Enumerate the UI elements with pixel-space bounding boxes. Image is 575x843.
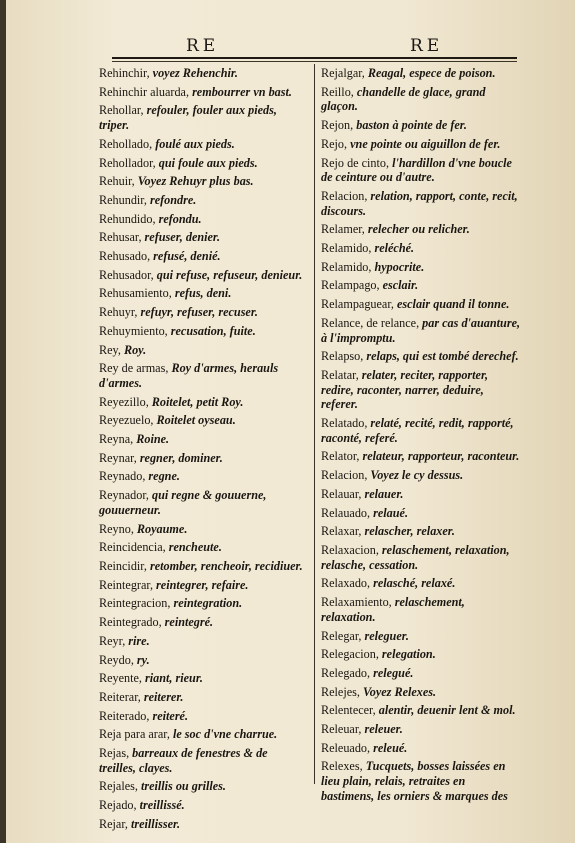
dictionary-entry: [99, 268, 307, 283]
definition: releguer.: [364, 628, 409, 643]
definition: chandelle de glace, grand glaçon.: [321, 84, 486, 114]
definition: relasché, relaxé.: [373, 576, 456, 591]
dictionary-entry: [321, 156, 521, 185]
headword: Reydo,: [99, 652, 134, 667]
headword: Rejas,: [99, 746, 130, 761]
definition: relaschement, relaxation.: [321, 595, 465, 624]
headword: Reiterado,: [99, 708, 150, 723]
headword: Reja para arar,: [99, 727, 170, 742]
dictionary-entry: [99, 559, 307, 574]
definition: Roitelet, petit Roy.: [151, 394, 244, 409]
definition: treillis ou grilles.: [140, 779, 226, 794]
dictionary-entry: [321, 666, 521, 681]
headword: Relamido,: [321, 259, 372, 274]
dictionary-entry: [99, 469, 307, 484]
headword: Rehuyr,: [99, 305, 138, 320]
dictionary-entry: [321, 66, 521, 81]
definition: Roitelet oyseau.: [156, 413, 236, 428]
dictionary-entry: [321, 468, 521, 483]
definition: Reagal, espece de poison.: [367, 66, 496, 80]
dictionary-entry: [99, 451, 307, 466]
headword: Relegado,: [321, 665, 371, 680]
dictionary-entry: [321, 647, 521, 662]
headword: Rejo,: [321, 136, 348, 151]
headword: Relegar,: [321, 628, 362, 643]
dictionary-entry: [99, 212, 307, 227]
definition: Voyez le cy dessus.: [370, 468, 464, 483]
dictionary-entry: [99, 690, 307, 705]
book-spine-edge: [0, 0, 6, 843]
definition: par cas d'auanture, à l'impromptu.: [321, 315, 521, 345]
header-rule-thin: [112, 61, 517, 62]
dictionary-entry: [99, 103, 307, 132]
dictionary-entry: [321, 278, 521, 293]
headword: Rehuymiento,: [99, 323, 168, 338]
dictionary-entry: [321, 703, 521, 718]
dictionary-entry: [321, 316, 521, 345]
dictionary-entry: [321, 543, 521, 572]
header-rule: [112, 57, 517, 59]
headword: Rejado,: [99, 798, 137, 813]
headword: Rehuir,: [99, 174, 135, 189]
definition: refusé, denié.: [153, 249, 221, 264]
headword: Reincidencia,: [99, 540, 166, 555]
dictionary-entry: [321, 629, 521, 644]
dictionary-entry: [99, 230, 307, 245]
headword: Releuado,: [321, 740, 371, 755]
definition: foulé aux pieds.: [155, 136, 235, 151]
dictionary-entry: [99, 634, 307, 649]
headword: Rehollar,: [99, 103, 144, 118]
headword: Relatar,: [321, 367, 359, 382]
dictionary-entry: [99, 361, 307, 390]
definition: treillissé.: [139, 798, 185, 813]
headword: Relentecer,: [321, 703, 376, 718]
definition: qui regne & gouuerne, gouuerneur.: [99, 488, 267, 517]
definition: Roy.: [123, 342, 147, 357]
definition: rencheute.: [168, 540, 222, 555]
running-header: [110, 36, 525, 58]
definition: refuyr, refuser, recuser.: [140, 305, 258, 320]
dictionary-entry: [99, 305, 307, 320]
dictionary-entry: [99, 324, 307, 339]
headword: Relamer,: [321, 222, 365, 237]
dictionary-entry: [99, 156, 307, 171]
headword: Rey,: [99, 342, 121, 357]
definition: relateur, rapporteur, raconteur.: [362, 449, 520, 464]
dictionary-entry: [321, 487, 521, 502]
right-column: [321, 66, 521, 808]
dictionary-entry: [99, 578, 307, 593]
definition: relaschement, relaxation, relasche, cessation.: [321, 542, 510, 572]
definition: Voyez Rehuyr plus bas.: [137, 174, 254, 189]
definition: recusation, fuite.: [170, 323, 256, 338]
dictionary-entry: [321, 685, 521, 700]
definition: relaté, recité, redit, rapporté, raconté, referé.: [321, 416, 514, 445]
dictionary-entry: [99, 66, 307, 81]
headword: Relapso,: [321, 349, 364, 364]
header-left: RE: [186, 36, 220, 56]
definition: esclair quand il tonne.: [397, 297, 510, 312]
definition: treillisser.: [131, 816, 181, 831]
headword: Relacion,: [321, 468, 368, 483]
headword: Rehollado,: [99, 136, 153, 151]
dictionary-entry: [99, 413, 307, 428]
dictionary-entry: [99, 522, 307, 537]
dictionary-entry: [99, 193, 307, 208]
headword: Relaxar,: [321, 524, 362, 539]
headword: Releuar,: [321, 722, 362, 737]
definition: rire.: [128, 633, 150, 648]
dictionary-entry: [99, 817, 307, 832]
definition: qui foule aux pieds.: [158, 155, 258, 170]
header-right: RE: [410, 36, 444, 56]
dictionary-entry: [99, 596, 307, 611]
dictionary-entry: [99, 85, 307, 100]
headword: Rehollador,: [99, 155, 156, 170]
dictionary-entry: [99, 798, 307, 813]
definition: releuer.: [364, 722, 403, 737]
headword: Relacion,: [321, 188, 368, 203]
dictionary-entry: [99, 540, 307, 555]
dictionary-entry: [321, 368, 521, 412]
dictionary-entry: [321, 85, 521, 114]
headword: Relaxamiento,: [321, 595, 392, 610]
definition: regner, dominer.: [139, 450, 223, 465]
definition: le soc d'vne charrue.: [172, 727, 278, 742]
headword: Relexes,: [321, 759, 363, 774]
headword: Reyezillo,: [99, 394, 149, 409]
definition: Roy d'armes, herauls d'armes.: [99, 361, 279, 390]
headword: Reintegracion,: [99, 596, 171, 611]
dictionary-entry: [99, 395, 307, 410]
dictionary-entry: [321, 741, 521, 756]
definition: baston à pointe de fer.: [356, 118, 467, 133]
dictionary-entry: [321, 189, 521, 218]
dictionary-entry: [99, 249, 307, 264]
headword: Rehusar,: [99, 230, 142, 245]
dictionary-entry: [321, 241, 521, 256]
dictionary-entry: [321, 297, 521, 312]
headword: Relaxado,: [321, 576, 371, 591]
headword: Rejalgar,: [321, 66, 365, 80]
dictionary-entry: [99, 286, 307, 301]
definition: refus, deni.: [174, 286, 232, 301]
definition: regne.: [148, 469, 180, 484]
headword: Rejar,: [99, 816, 128, 831]
definition: reléché.: [374, 241, 415, 256]
definition: reiterer.: [143, 689, 184, 704]
definition: Voyez Relexes.: [362, 684, 437, 699]
dictionary-entry: [99, 746, 307, 775]
dictionary-entry: [321, 576, 521, 591]
definition: Roine.: [136, 432, 170, 447]
definition: relation, rapport, conte, recit, discours.: [321, 188, 518, 218]
definition: relauer.: [364, 486, 404, 501]
headword: Reyente,: [99, 671, 142, 686]
dictionary-entry: [321, 260, 521, 275]
definition: vne pointe ou aiguillon de fer.: [350, 136, 501, 151]
headword: Relauado,: [321, 505, 371, 520]
definition: retomber, rencheoir, recidiuer.: [149, 558, 303, 573]
dictionary-entry: [321, 349, 521, 364]
dictionary-entry: [99, 488, 307, 517]
headword: Reyna,: [99, 432, 134, 447]
dictionary-entry: [321, 506, 521, 521]
headword: Rejales,: [99, 779, 138, 794]
definition: relater, reciter, rapporter, redire, raconter, narrer, deduire, referer.: [321, 367, 489, 412]
dictionary-entry: [99, 137, 307, 152]
definition: releué.: [373, 740, 408, 755]
definition: esclair.: [382, 278, 419, 293]
headword: Reiterar,: [99, 689, 141, 704]
dictionary-entry: [321, 595, 521, 624]
headword: Rehundido,: [99, 211, 156, 226]
headword: Rehundir,: [99, 192, 147, 207]
headword: Relaxacion,: [321, 542, 379, 557]
dictionary-entry: [99, 671, 307, 686]
dictionary-entry: [321, 118, 521, 133]
headword: Relampago,: [321, 278, 380, 293]
definition: relaué.: [373, 505, 408, 520]
dictionary-entry: [321, 137, 521, 152]
headword: Rehinchir aluarda,: [99, 84, 190, 99]
headword: Reyno,: [99, 521, 134, 536]
headword: Relatado,: [321, 416, 368, 431]
headword: Relegacion,: [321, 647, 379, 662]
definition: reiteré.: [152, 708, 189, 723]
definition: reintegration.: [173, 596, 243, 611]
dictionary-entry: [99, 343, 307, 358]
headword: Reintegrado,: [99, 615, 162, 630]
dictionary-entry: [99, 174, 307, 189]
definition: alentir, deuenir lent & mol.: [378, 703, 516, 718]
dictionary-entry: [99, 727, 307, 742]
headword: Rehusamiento,: [99, 286, 172, 301]
headword: Reyezuelo,: [99, 413, 154, 428]
definition: refondu.: [158, 211, 202, 226]
headword: Rejo de cinto,: [321, 155, 390, 170]
headword: Rehinchir,: [99, 66, 150, 80]
dictionary-entry: [321, 222, 521, 237]
definition: relaps, qui est tombé derechef.: [366, 349, 519, 364]
headword: Reintegrar,: [99, 577, 153, 592]
dictionary-entry: [321, 722, 521, 737]
headword: Reincidir,: [99, 558, 147, 573]
headword: Rejon,: [321, 118, 354, 133]
headword: Reynar,: [99, 450, 137, 465]
definition: refouler, fouler aux pieds, triper.: [99, 103, 277, 133]
headword: Relauar,: [321, 486, 362, 501]
headword: Relator,: [321, 449, 360, 464]
definition: refuser, denier.: [144, 230, 221, 245]
definition: relascher, relaxer.: [364, 524, 455, 539]
definition: barreaux de fenestres & de treilles, clayes.: [99, 746, 268, 775]
definition: reintegré.: [164, 615, 214, 630]
headword: Rehusador,: [99, 267, 154, 282]
headword: Relampaguear,: [321, 297, 394, 312]
definition: relecher ou relicher.: [367, 222, 470, 237]
definition: l'hardillon d'vne boucle de ceinture ou d'autre.: [321, 155, 512, 185]
dictionary-entry: [99, 779, 307, 794]
headword: Reyr,: [99, 633, 126, 648]
dictionary-entry: [99, 653, 307, 668]
left-column: [99, 66, 307, 836]
headword: Relamido,: [321, 241, 372, 256]
definition: relegué.: [373, 665, 414, 680]
definition: Royaume.: [136, 521, 188, 536]
definition: qui refuse, refuseur, denieur.: [156, 267, 303, 282]
dictionary-entry: [321, 416, 521, 445]
column-divider: [314, 64, 315, 784]
headword: Rehusado,: [99, 249, 151, 264]
definition: riant, rieur.: [145, 671, 203, 686]
definition: rembourrer vn bast.: [192, 84, 292, 99]
dictionary-entry: [321, 449, 521, 464]
definition: hypocrite.: [374, 259, 425, 274]
definition: relegation.: [381, 647, 436, 662]
definition: Tucquets, bosses laissées en lieu plain, relais, retraites en bastimens, les orniers & marques des: [321, 759, 508, 803]
definition: refondre.: [149, 192, 197, 207]
headword: Rey de armas,: [99, 361, 169, 376]
dictionary-entry: [99, 709, 307, 724]
headword: Reillo,: [321, 84, 354, 99]
definition: ry.: [136, 652, 150, 667]
dictionary-entry: [99, 615, 307, 630]
headword: Relance, de relance,: [321, 315, 420, 330]
dictionary-entry: [321, 759, 521, 803]
dictionary-entry: [99, 432, 307, 447]
headword: Reynado,: [99, 469, 146, 484]
headword: Reynador,: [99, 488, 149, 503]
definition: voyez Rehenchir.: [152, 66, 238, 80]
dictionary-entry: [321, 524, 521, 539]
definition: reintegrer, refaire.: [156, 577, 249, 592]
headword: Relejes,: [321, 684, 360, 699]
